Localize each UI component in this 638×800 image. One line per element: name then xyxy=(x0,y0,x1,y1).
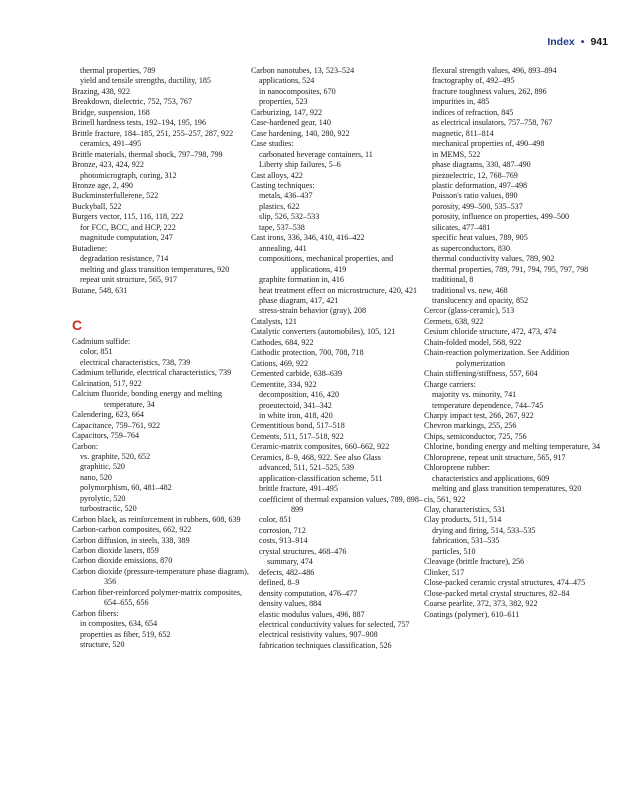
index-subentry: properties as fiber, 519, 652 xyxy=(80,629,171,639)
index-subentry: traditional, 8 xyxy=(432,275,474,285)
index-subentry: yield and tensile strengths, ductility, 185 xyxy=(80,76,211,86)
index-entry: Butadiene: xyxy=(72,243,108,253)
index-entry: Chloroprene, repeat unit structure, 565, 917 xyxy=(424,452,566,462)
index-subentry: electrical conductivity values for selected, 757 xyxy=(259,620,410,630)
index-entry: Carbon diffusion, in steels, 338, 389 xyxy=(72,535,190,545)
index-subentry: graphite formation in, 416 xyxy=(259,275,344,285)
index-entry: Chain-reaction polymerization. See Addition polymerization xyxy=(424,348,570,368)
header-separator: • xyxy=(580,36,585,48)
index-subentry: density values, 884 xyxy=(259,599,322,609)
index-entry: Cermets, 638, 922 xyxy=(424,316,484,326)
index-entry: Brazing, 438, 922 xyxy=(72,86,130,96)
index-subentry: mechanical properties of, 490–498 xyxy=(432,139,545,149)
index-subentry: degradation resistance, 714 xyxy=(80,254,169,264)
index-subentry: traditional vs. new, 468 xyxy=(432,285,508,295)
running-header-title: Index xyxy=(547,36,575,48)
index-entry: Calcium fluoride, bonding energy and melting temperature, 34 xyxy=(72,389,223,409)
index-entry: Cast irons, 336, 346, 410, 416–422 xyxy=(251,233,365,243)
index-subentry: indices of refraction, 845 xyxy=(432,107,514,117)
index-entry: Carbon-carbon composites, 662, 922 xyxy=(72,525,192,535)
index-entry: Cercor (glass-ceramic), 513 xyxy=(424,306,515,316)
index-entry: Close-packed metal crystal structures, 82–84 xyxy=(424,588,570,598)
index-subentry: slip, 526, 532–533 xyxy=(259,212,320,222)
index-entry: Coarse pearlite, 372, 373, 382, 922 xyxy=(424,599,538,609)
index-subentry: application-classification scheme, 511 xyxy=(259,473,383,483)
index-subentry: color, 851 xyxy=(259,515,292,525)
index-subentry: nano, 520 xyxy=(80,472,112,482)
index-subentry: thermal properties, 789, 791, 794, 795, 797, 798 xyxy=(432,264,589,274)
index-entry: Cleavage (brittle fracture), 256 xyxy=(424,557,525,567)
index-entry: Chevron markings, 255, 256 xyxy=(424,421,517,431)
index-subentry: as superconductors, 830 xyxy=(432,243,510,253)
index-subentry: applications, 524 xyxy=(259,76,315,86)
index-column-3 xyxy=(424,66,602,620)
index-entry: Carbon dioxide (pressure-temperature phase diagram), 356 xyxy=(72,566,249,587)
index-entry: Carbon dioxide lasers, 859 xyxy=(72,546,159,556)
index-entry: Carbon dioxide emissions, 870 xyxy=(72,556,173,566)
index-subentry: compositions, mechanical properties, and applications, 419 xyxy=(259,254,394,274)
index-subentry: piezoelectric, 12, 768–769 xyxy=(432,170,518,180)
index-entry: Bronze age, 2, 490 xyxy=(72,180,133,190)
index-entry: Carbon: xyxy=(72,441,99,451)
index-entry: Calcination, 517, 922 xyxy=(72,378,142,388)
index-entry: Case hardening, 140, 280, 922 xyxy=(251,128,350,138)
index-subentry: polymorphism, 60, 481–482 xyxy=(80,483,172,493)
index-entry: Brittle fracture, 184–185, 251, 255–257, 287, 922 xyxy=(72,128,234,138)
index-subentry: thermal properties, 789 xyxy=(80,66,156,75)
index-entry: Burgers vector, 115, 116, 118, 222 xyxy=(72,212,184,222)
index-entry: Ceramics, 8–9, 468, 922. See also Glass xyxy=(251,452,381,462)
index-subentry: electrical resistivity values, 907–908 xyxy=(259,630,378,640)
index-subentry: for FCC, BCC, and HCP, 222 xyxy=(80,222,176,232)
index-subentry: drying and firing, 514, 533–535 xyxy=(432,525,536,535)
index-subentry: as electrical insulators, 757–758, 767 xyxy=(432,118,553,128)
index-entry: Clinker, 517 xyxy=(424,567,465,577)
index-entry: Cesium chloride structure, 472, 473, 474 xyxy=(424,327,557,337)
index-subentry: characteristics and applications, 609 xyxy=(432,473,550,483)
index-entry: Ceramic-matrix composites, 660–662, 922 xyxy=(251,442,390,452)
index-entry: Chlorine, bonding energy and melting temperature, 34 xyxy=(424,442,601,452)
index-column-1 xyxy=(72,66,250,651)
index-entry: Buckminsterfullerene, 522 xyxy=(72,191,159,201)
index-entry: Calendering, 623, 664 xyxy=(72,410,144,420)
index-subentry: specific heat values, 789, 905 xyxy=(432,233,528,243)
index-subentry: graphitic, 520 xyxy=(80,462,125,472)
index-subentry: fabrication, 531–535 xyxy=(432,536,500,546)
index-subentry: corrosion, 712 xyxy=(259,525,306,535)
index-entry: Carburizing, 147, 922 xyxy=(251,107,323,117)
index-subentry: turbostractic, 520 xyxy=(80,504,137,514)
index-entry: Cathodes, 684, 922 xyxy=(251,337,314,347)
index-entry: Catalytic converters (automobiles), 105, 121 xyxy=(251,327,396,337)
index-subentry: magnitude computation, 247 xyxy=(80,233,173,243)
index-entry: Clay products, 511, 514 xyxy=(424,515,502,525)
index-entry: cis, 561, 922 xyxy=(424,494,466,504)
index-subentry: thermal conductivity values, 789, 902 xyxy=(432,254,555,264)
index-entry: Cementite, 334, 922 xyxy=(251,379,317,389)
index-subentry: coefficient of thermal expansion values, 789, 898–899 xyxy=(259,494,423,515)
index-entry: Cements, 511, 517–518, 922 xyxy=(251,431,344,441)
index-subentry: density computation, 476–477 xyxy=(259,588,358,598)
index-subentry: in white iron, 418, 420 xyxy=(259,410,333,420)
index-subentry: porosity, influence on properties, 499–500 xyxy=(432,212,570,222)
index-entry: Charge carriers: xyxy=(424,379,476,389)
index-entry: Bridge, suspension, 168 xyxy=(72,107,150,117)
index-entry: Cathodic protection, 700, 708, 718 xyxy=(251,348,364,358)
index-entry: Capacitance, 759–761, 922 xyxy=(72,420,161,430)
index-entry: Charpy impact test, 266, 267, 922 xyxy=(424,410,534,420)
index-subentry: metals, 436–437 xyxy=(259,191,313,201)
index-subentry: silicates, 477–481 xyxy=(432,222,491,232)
index-entry: Capacitors, 759–764 xyxy=(72,431,139,441)
index-entry: Coatings (polymer), 610–611 xyxy=(424,609,520,619)
running-header xyxy=(547,36,608,48)
index-subentry: majority vs. minority, 741 xyxy=(432,390,517,400)
index-entry: Close-packed ceramic crystal structures, 474–475 xyxy=(424,578,586,588)
page-number: 941 xyxy=(590,36,608,48)
index-subentry: phase diagrams, 330, 487–490 xyxy=(432,160,531,170)
index-entry: Cadmium telluride, electrical characteristics, 739 xyxy=(72,368,232,378)
index-subentry: porosity, 499–500, 535–537 xyxy=(432,201,523,211)
index-subentry: photomicrograph, coring, 312 xyxy=(80,170,177,180)
index-subentry: ceramics, 491–495 xyxy=(80,139,142,149)
index-entry: Carbon black, as reinforcement in rubbers, 608, 639 xyxy=(72,514,241,524)
index-subentry: plastics, 622 xyxy=(259,201,300,211)
index-entry: Cations, 469, 922 xyxy=(251,358,309,368)
index-entry: Breakdown, dielectric, 752, 753, 767 xyxy=(72,97,193,107)
index-subentry: proeutectoid, 341–342 xyxy=(259,400,332,410)
index-subentry: summary, 474 xyxy=(267,557,313,567)
index-entry: Carbon nanotubes, 13, 523–524 xyxy=(251,66,355,75)
index-subentry: magnetic, 811–814 xyxy=(432,128,494,138)
index-entry: Case-hardened gear, 140 xyxy=(251,118,331,128)
index-entry: Cadmium sulfide: xyxy=(72,336,131,346)
index-entry: Casting techniques: xyxy=(251,180,315,190)
index-subentry: plastic deformation, 497–498 xyxy=(432,180,528,190)
index-subentry: fabrication techniques classification, 526 xyxy=(259,640,392,650)
index-entry: Bronze, 423, 424, 922 xyxy=(72,160,144,170)
index-entry: Chips, semiconductor, 725, 756 xyxy=(424,431,527,441)
index-subentry: electrical characteristics, 738, 739 xyxy=(80,357,191,367)
index-subentry: Liberty ship failures, 5–6 xyxy=(259,160,341,170)
index-subentry: fracture toughness values, 262, 896 xyxy=(432,86,547,96)
index-subentry: melting and glass transition temperatures, 920 xyxy=(80,264,230,274)
index-subentry: fractography of, 492–495 xyxy=(432,76,515,86)
index-entry: Chloroprene rubber: xyxy=(424,463,490,473)
index-subentry: phase diagram, 417, 421 xyxy=(259,295,339,305)
index-subentry: stress-strain behavior (gray), 208 xyxy=(259,306,366,316)
index-subentry: advanced, 511, 521–525, 539 xyxy=(259,463,355,473)
index-column-2 xyxy=(251,66,429,651)
index-entry: Catalysts, 121 xyxy=(251,316,297,326)
index-subentry: properties, 523 xyxy=(259,97,308,107)
section-letter-heading: C xyxy=(72,316,83,333)
index-entry: Case studies: xyxy=(251,139,294,149)
index-entry: Chain-folded model, 568, 922 xyxy=(424,337,522,347)
index-subentry: structure, 520 xyxy=(80,640,125,650)
index-subentry: tape, 537–538 xyxy=(259,222,305,232)
index-subentry: in composites, 634, 654 xyxy=(80,619,158,629)
index-entry: Chain stiffening/stiffness, 557, 604 xyxy=(424,369,538,379)
index-subentry: pyrolytic, 520 xyxy=(80,493,126,503)
index-subentry: translucency and opacity, 852 xyxy=(432,295,529,305)
index-subentry: elastic modulus values, 496, 887 xyxy=(259,609,365,619)
index-entry: Buckyball, 522 xyxy=(72,201,122,211)
index-entry: Cast alloys, 422 xyxy=(251,170,303,180)
index-entry: Butane, 548, 631 xyxy=(72,285,128,295)
index-subentry: color, 851 xyxy=(80,347,113,357)
index-subentry: carbonated beverage containers, 11 xyxy=(259,149,373,159)
index-entry: Carbon fiber-reinforced polymer-matrix composites, 654–655, 656 xyxy=(72,587,243,608)
index-subentry: costs, 913–914 xyxy=(259,536,308,546)
index-subentry: decomposition, 416, 420 xyxy=(259,390,340,400)
index-subentry: in nanocomposites, 670 xyxy=(259,86,336,96)
index-subentry: brittle fracture, 491–495 xyxy=(259,484,338,494)
index-entry: Cemented carbide, 638–639 xyxy=(251,369,343,379)
index-subentry: flexural strength values, 496, 893–894 xyxy=(432,66,557,75)
index-subentry: defects, 482–486 xyxy=(259,567,315,577)
index-subentry: impurities in, 485 xyxy=(432,97,490,107)
index-subentry: Poisson's ratio values, 890 xyxy=(432,191,518,201)
index-subentry: vs. graphite, 520, 652 xyxy=(80,451,151,461)
index-subentry: heat treatment effect on microstructure, 420, 421 xyxy=(259,285,418,295)
index-subentry: temperature dependence, 744–745 xyxy=(432,400,544,410)
index-subentry: defined, 8–9 xyxy=(259,578,300,588)
index-entry: Brinell hardness tests, 192–194, 195, 196 xyxy=(72,118,206,128)
index-subentry: repeat unit structure, 565, 917 xyxy=(80,275,178,285)
index-subentry: crystal structures, 468–476 xyxy=(259,546,347,556)
index-entry: Clay, characteristics, 531 xyxy=(424,505,506,515)
index-subentry: melting and glass transition temperatures, 920 xyxy=(432,484,582,494)
index-entry: Carbon fibers: xyxy=(72,608,119,618)
index-subentry: annealing, 441 xyxy=(259,243,307,253)
index-entry: Brittle materials, thermal shock, 797–798, 799 xyxy=(72,149,223,159)
index-subentry: in MEMS, 522 xyxy=(432,149,481,159)
index-subentry: particles, 510 xyxy=(432,546,476,556)
index-entry: Cementitious bond, 517–518 xyxy=(251,421,345,431)
